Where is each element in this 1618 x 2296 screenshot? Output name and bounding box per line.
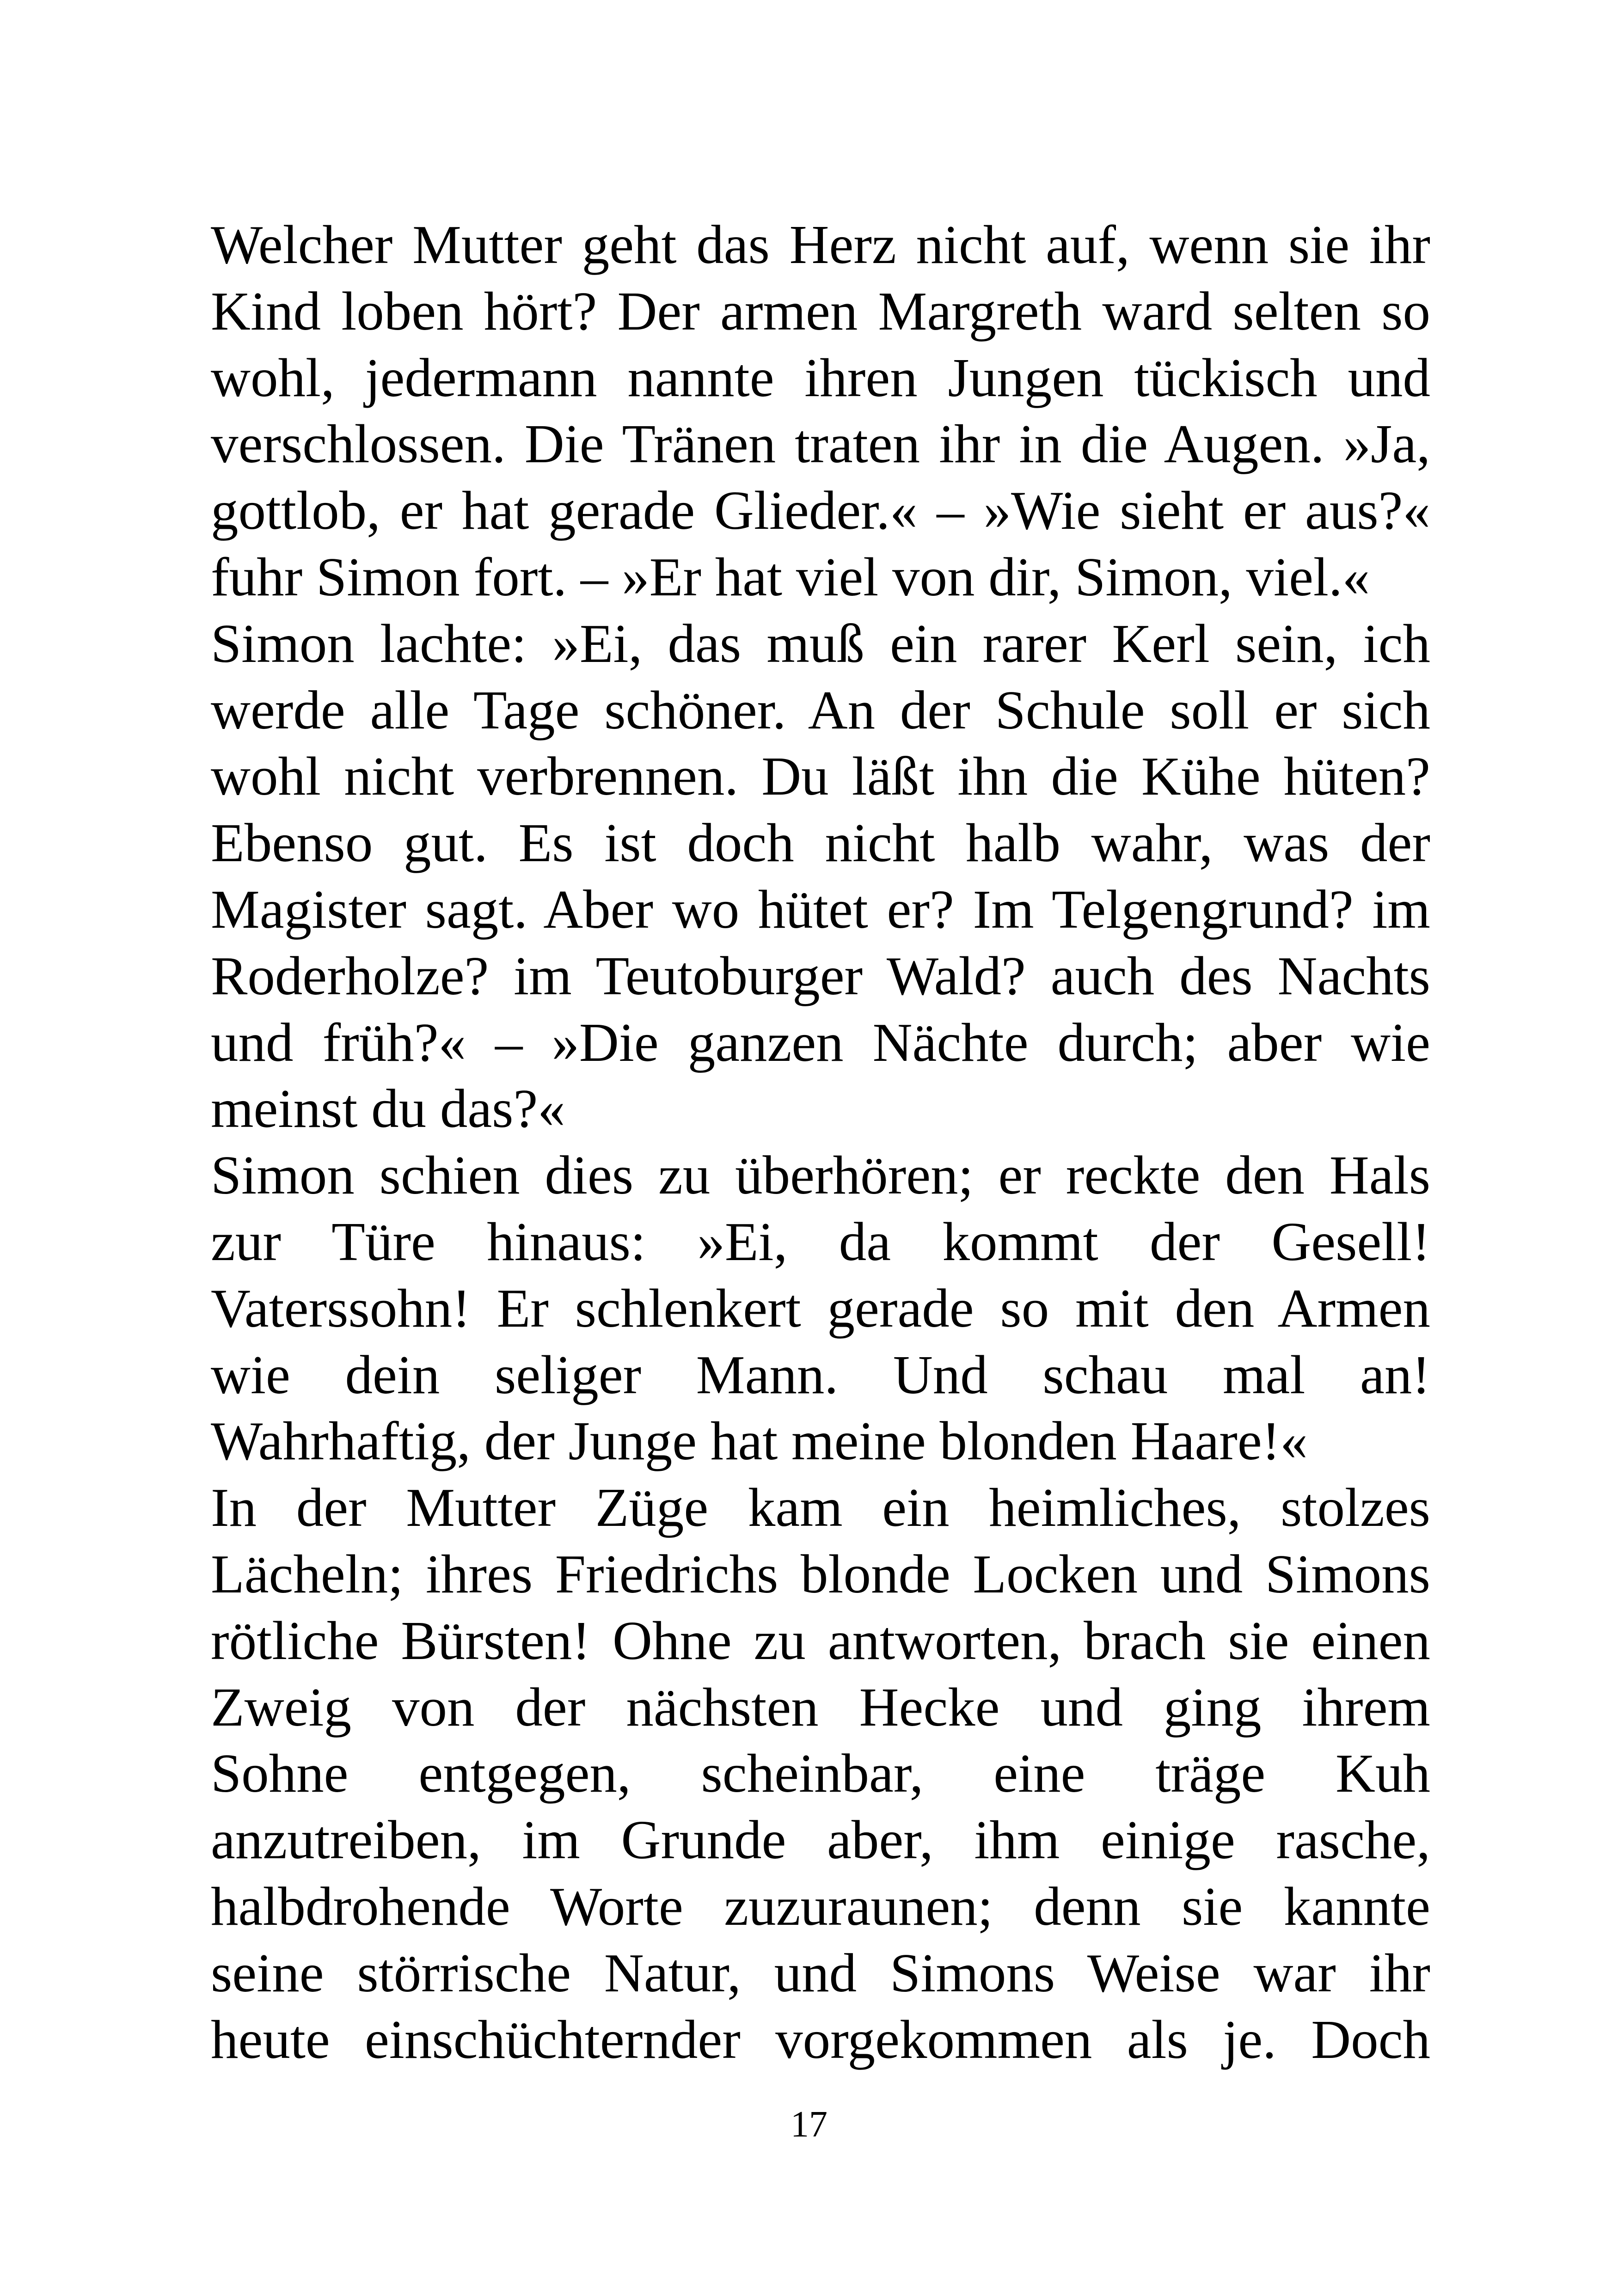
text-line: Roderholze? im Teutoburger Wald? auch des Nachts <box>211 945 1430 1006</box>
text-line: wie dein seliger Mann. Und schau mal an! <box>211 1344 1430 1405</box>
text-line: meinst du das?« <box>211 1078 565 1139</box>
text-line: verschlossen. Die Tränen traten ihr in die Augen. »Ja, <box>211 413 1430 475</box>
text-line: Welcher Mutter geht das Herz nicht auf, wenn sie ihr <box>211 214 1430 275</box>
text-line: und früh?« – »Die ganzen Nächte durch; aber wie <box>211 1011 1430 1073</box>
text-line: rötliche Bürsten! Ohne zu antworten, brach sie einen <box>211 1610 1430 1671</box>
text-line: wohl, jedermann nannte ihren Jungen tückisch und <box>211 347 1430 408</box>
text-line: fuhr Simon fort. – »Er hat viel von dir, Simon, viel.« <box>211 546 1370 607</box>
text-line: In der Mutter Züge kam ein heimliches, stolzes <box>211 1477 1430 1538</box>
text-line: seine störrische Natur, und Simons Weise war ihr <box>211 1942 1430 2003</box>
text-line: gottlob, er hat gerade Glieder.« – »Wie sieht er aus?« <box>211 480 1430 541</box>
text-line: zur Türe hinaus: »Ei, da kommt der Gesell! <box>211 1211 1430 1272</box>
text-line: heute einschüchternder vorgekommen als je. Doch <box>211 2008 1430 2070</box>
text-line: Lächeln; ihres Friedrichs blonde Locken und Simons <box>211 1543 1430 1604</box>
text-line: halbdrohende Worte zuzuraunen; denn sie kannte <box>211 1875 1430 1937</box>
text-line: Ebenso gut. Es ist doch nicht halb wahr, was der <box>211 812 1430 874</box>
body-text <box>211 212 1430 2073</box>
text-line: Simon schien dies zu überhören; er reckte den Hals <box>211 1145 1430 1206</box>
text-line: Wahrhaftig, der Junge hat meine blonden Haare!« <box>211 1410 1308 1472</box>
page-number: 17 <box>791 2104 827 2145</box>
text-line: Magister sagt. Aber wo hütet er? Im Telgengrund? im <box>211 878 1430 940</box>
text-line: Vaterssohn! Er schlenkert gerade so mit den Armen <box>211 1277 1430 1339</box>
text-line: Kind loben hört? Der armen Margreth ward selten so <box>211 280 1430 342</box>
text-line: Zweig von der nächsten Hecke und ging ihrem <box>211 1676 1430 1738</box>
text-line: anzutreiben, im Grunde aber, ihm einige rasche, <box>211 1809 1430 1871</box>
text-line: Simon lachte: »Ei, das muß ein rarer Kerl sein, ich <box>211 612 1430 674</box>
text-line: werde alle Tage schöner. An der Schule soll er sich <box>211 679 1430 741</box>
text-line: Sohne entgegen, scheinbar, eine träge Kuh <box>211 1743 1430 1804</box>
text-line: wohl nicht verbrennen. Du läßt ihn die Kühe hüten? <box>211 746 1430 807</box>
